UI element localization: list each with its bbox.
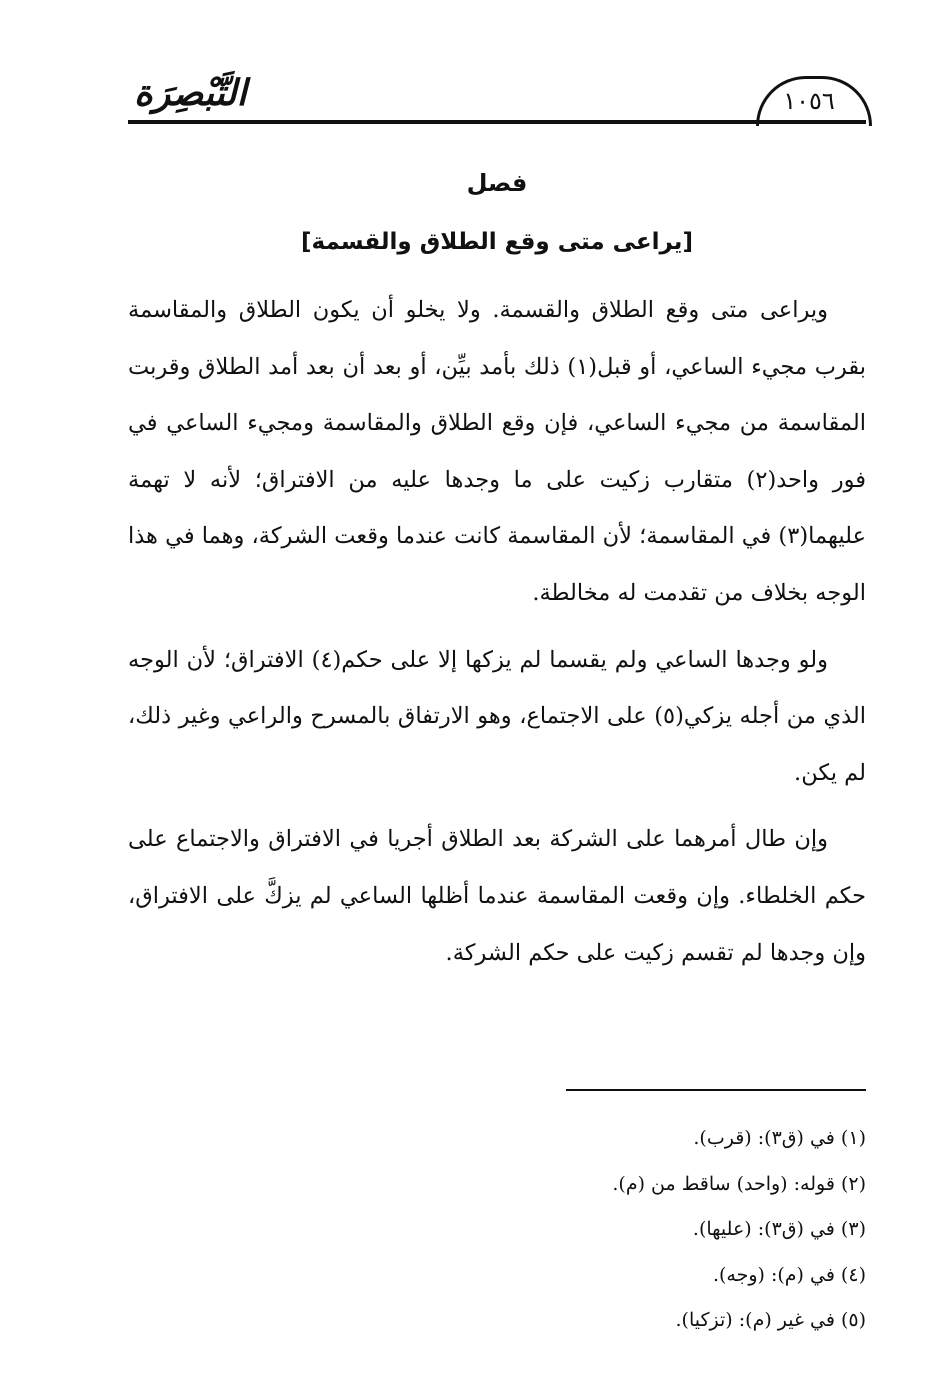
header-rule [128,120,866,124]
paragraph: ويراعى متى وقع الطلاق والقسمة. ولا يخلو أن يكون الطلاق والمقاسمة بقرب مجيء الساعي، أو قبل(١) ذلك بأمد بيِّن، أو بعد أن بعد أمد الطلاق وقربت المقاسمة من مجيء الساعي، فإن وقع الطلاق والمقاسمة ومجيء الساعي في فور واحد(٢) متقارب زكيت على ما وجدها عليه من الافتراق؛ لأنه لا تهمة عليهما(٣) في المقاسمة؛ لأن المقاسمة كانت عندما وقعت الشركة، وهما في هذا الوجه بخلاف من تقدمت له مخالطة. [128,297,866,606]
paragraph: وإن طال أمرهما على الشركة بعد الطلاق أجريا في الافتراق والاجتماع على حكم الخلطاء. وإن وقعت المقاسمة عندما أظلها الساعي لم يزكَّ على الافتراق، وإن وجدها لم تقسم زكيت على حكم الشركة. [128,826,866,966]
footnote: (١) في (ق٣): (قرب). [693,1127,866,1149]
paragraph: ولو وجدها الساعي ولم يقسما لم يزكها إلا على حكم(٤) الافتراق؛ لأن الوجه الذي من أجله يزكي(٥) على الاجتماع، وهو الارتفاق بالمسرح والراعي وغير ذلك، لم يكن. [128,646,866,786]
footnote: (٤) في (م): (وجه). [712,1263,866,1286]
footnote: (٢) قوله: (واحد) ساقط من (م). [612,1172,866,1195]
page-number: ١٠٥٦ [783,87,835,115]
section-subheading: [يراعى متى وقع الطلاق والقسمة] [301,229,693,255]
footnote-separator [566,1089,866,1091]
footnote: (٣) في (ق٣): (عليها). [692,1218,866,1240]
page-header [128,62,866,128]
running-title: التَّبْصِرَة [134,72,247,114]
footnotes-list [128,1116,866,1344]
body-text [128,282,866,991]
section-heading: فصل [466,169,528,197]
footnote: (٥) في غير (م): (تزكيا). [675,1309,866,1331]
